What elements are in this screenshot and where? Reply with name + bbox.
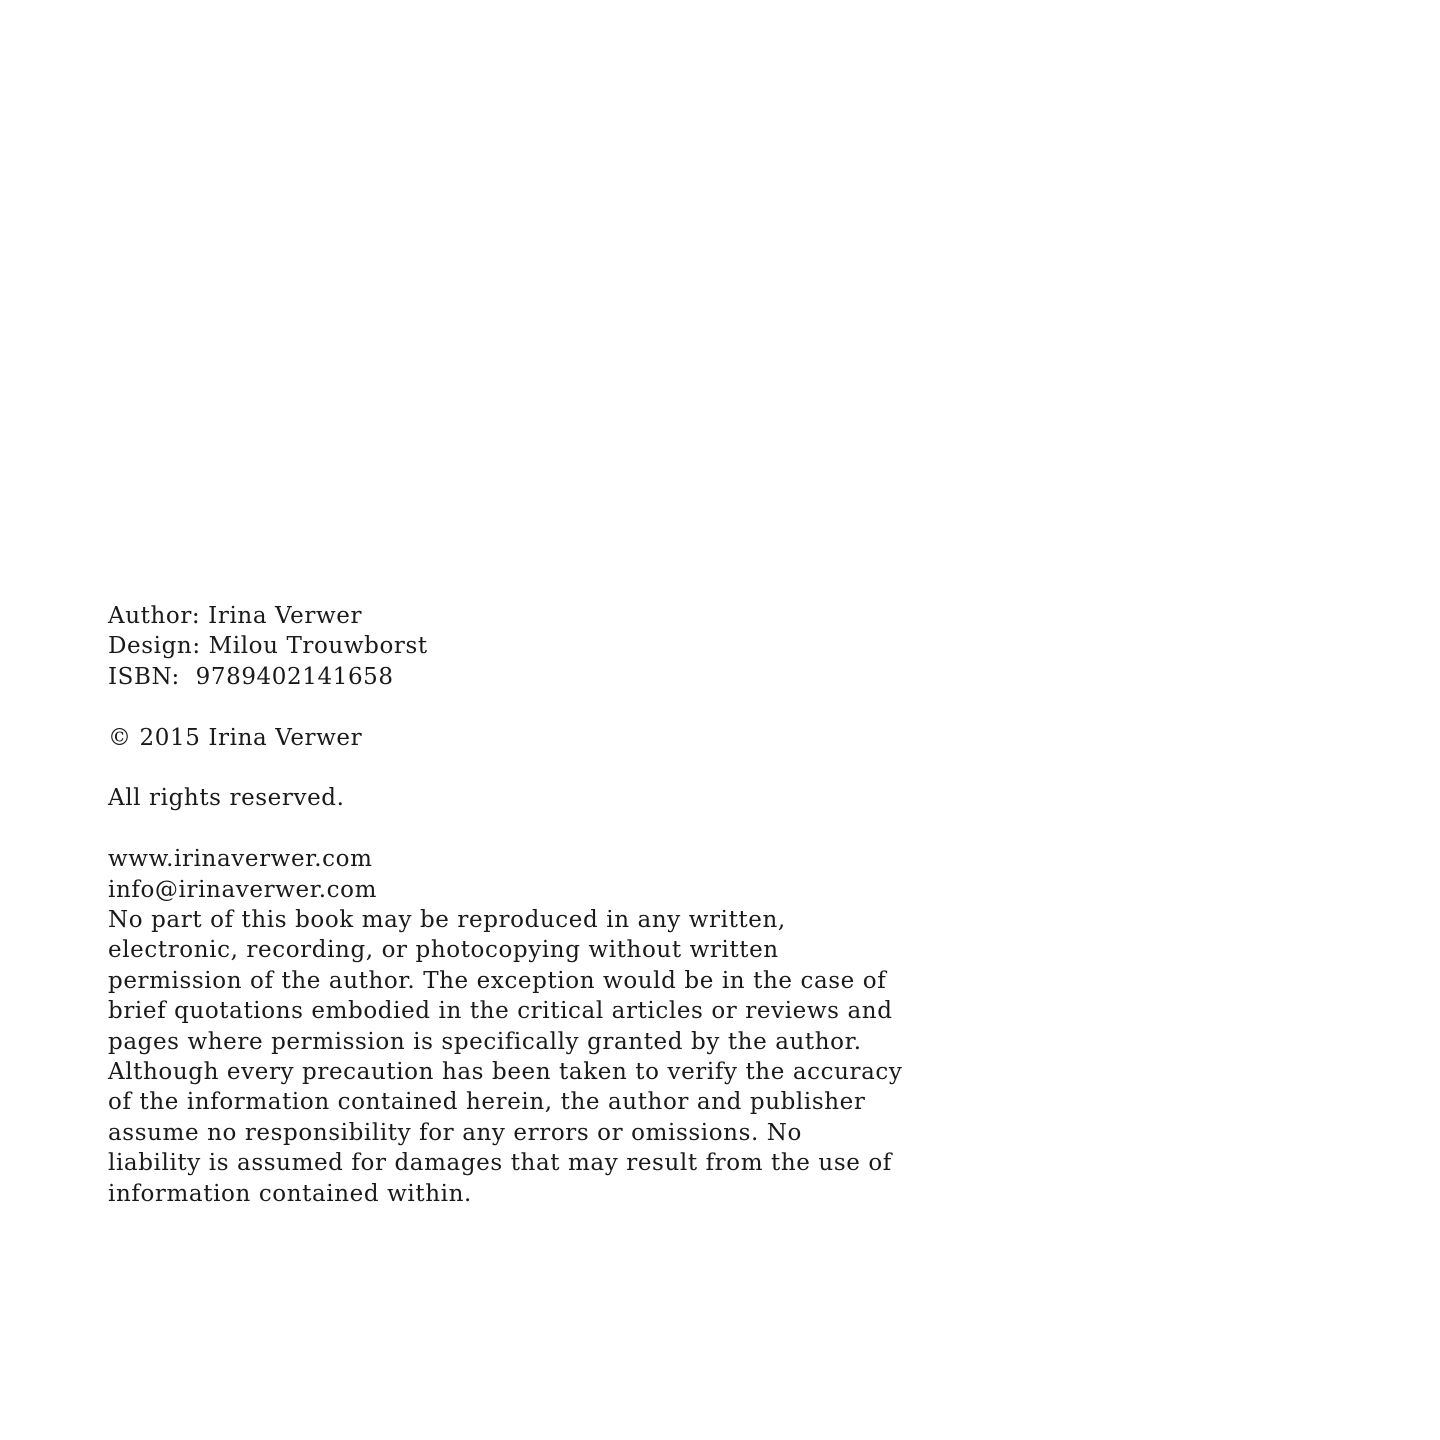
disclaimer-line: liability is assumed for damages that may result from the use of xyxy=(108,1150,892,1177)
disclaimer-line: of the information contained herein, the author and publisher xyxy=(108,1089,866,1116)
rights-line: All rights reserved. xyxy=(108,785,345,812)
website-line: www.irinaverwer.com xyxy=(108,846,373,873)
spacer xyxy=(108,692,1008,722)
isbn-line: ISBN: 9789402141658 xyxy=(108,663,394,690)
copyright-line: © 2015 Irina Verwer xyxy=(108,724,363,751)
author-credit: Author: Irina Verwer xyxy=(108,603,363,629)
spacer xyxy=(108,753,1008,783)
email-line: info@irinaverwer.com xyxy=(108,876,377,903)
disclaimer-line: permission of the author. The exception would be in the case of xyxy=(108,967,887,994)
disclaimer-line: electronic, recording, or photocopying without written xyxy=(108,937,779,964)
design-credit: Design: Milou Trouwborst xyxy=(108,633,428,660)
colophon-block xyxy=(108,601,1008,1209)
disclaimer-line: brief quotations embodied in the critical articles or reviews and xyxy=(108,998,893,1025)
disclaimer-line: assume no responsibility for any errors or omissions. No xyxy=(108,1119,802,1146)
disclaimer-line: No part of this book may be reproduced in any written, xyxy=(108,907,786,934)
disclaimer-line: Although every precaution has been taken to verify the accuracy xyxy=(108,1059,903,1086)
disclaimer-line: pages where permission is specifically granted by the author. xyxy=(108,1028,862,1055)
spacer xyxy=(108,814,1008,844)
disclaimer-line: information contained within. xyxy=(108,1180,472,1207)
